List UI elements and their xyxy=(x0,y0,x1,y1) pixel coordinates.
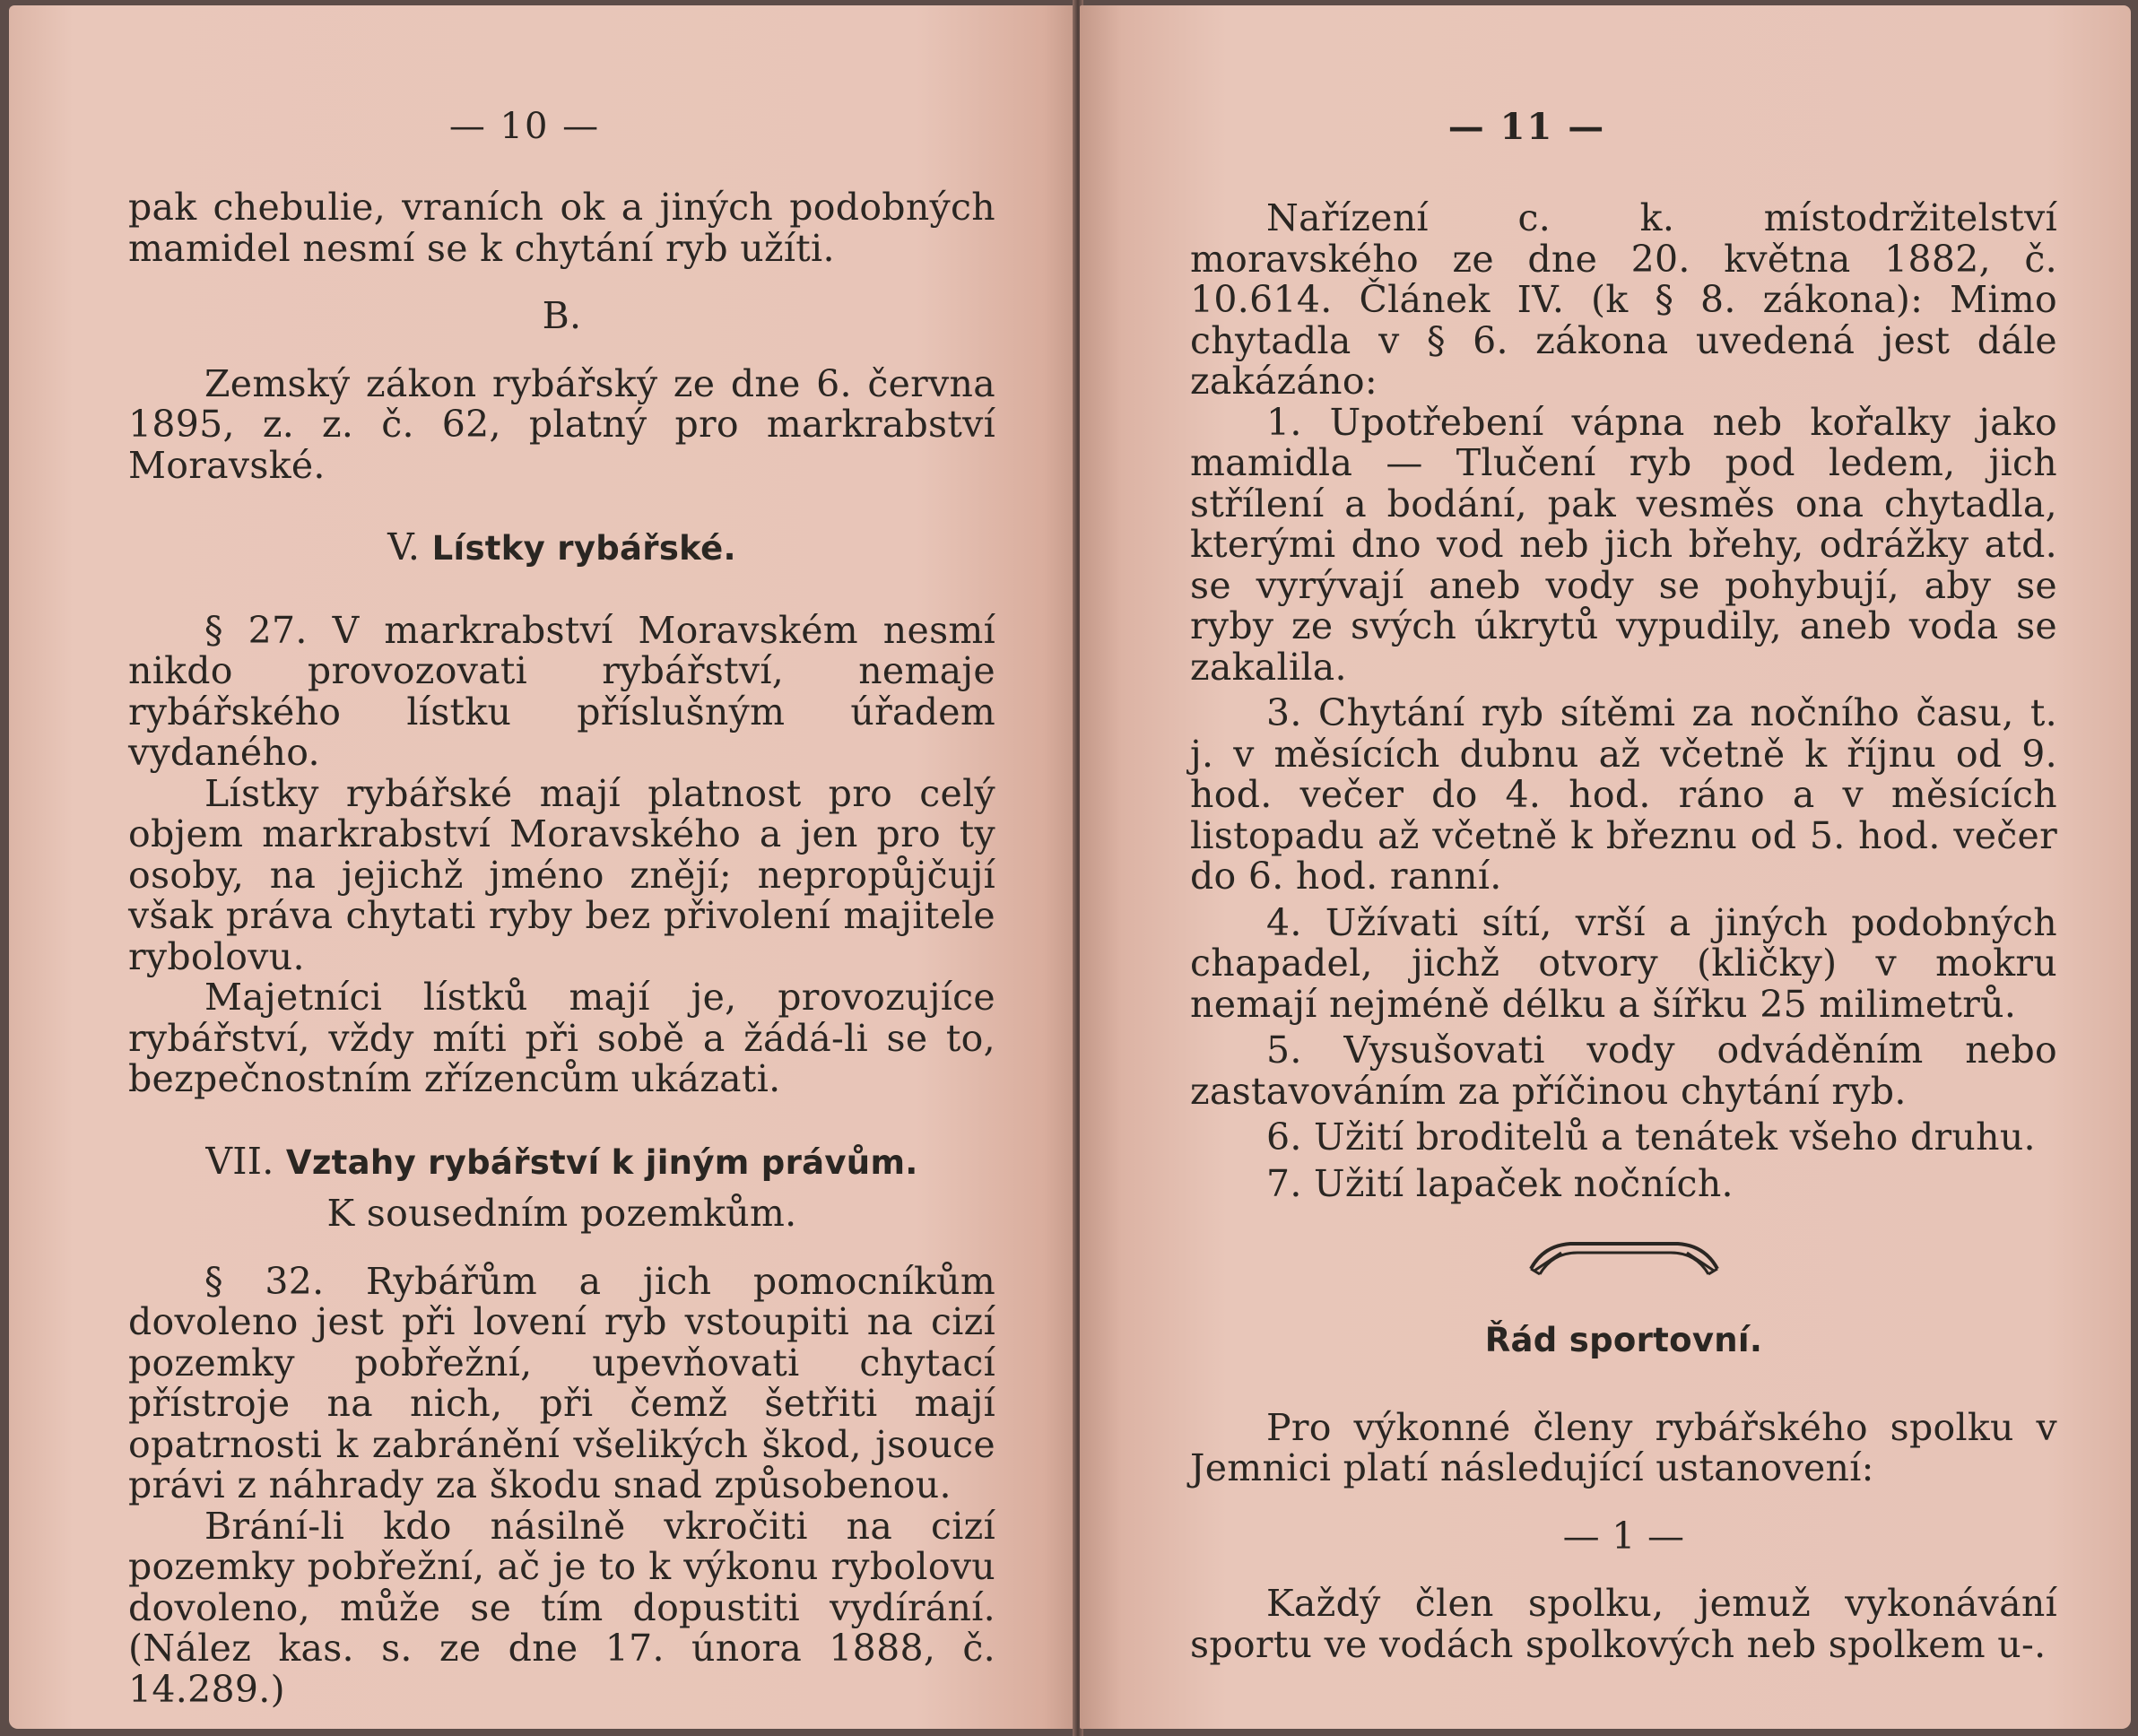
article-text: Každý člen spolku, jemuž vykonávání sportu ve vodách spolkových neb spolkem u-. xyxy=(1190,1582,2057,1666)
chapter-v-number: V. xyxy=(387,525,421,569)
paragraph-27-holders: Majetníci lístků mají je, provozujíce rybářství, vždy míti při sobě a žádá-li se to, bezpečnostním zřízencům ukázati. xyxy=(128,976,995,1100)
decree-intro: Nařízení c. k. místodržitelství moravského ze dne 20. května 1882, č. 10.614. Článek IV. (k § 8. zákona): Mimo chytadla v § 6. zákona uvedená jest dále zakázáno: xyxy=(1190,196,2057,403)
page-number-right: — 11 — xyxy=(1447,106,1606,148)
list-item: 6. Užití broditelů a tenátek všeho druhu. xyxy=(1266,1115,2036,1159)
left-page-text xyxy=(128,187,995,1710)
law-paragraph: Zemský zákon rybářský ze dne 6. června 1895, z. z. č. 62, platný pro markrabství Moravské. xyxy=(128,361,995,487)
paragraph-32-extortion: Brání-li kdo násilně vkročiti na cizí pozemky pobřežní, ač je to k výkonu rybolovu dovoleno, může se tím dopustiti vydírání. (Nález kas. s. ze dne 17. února 1888, č. 14.289.) xyxy=(128,1504,995,1711)
article-number: — 1 — xyxy=(1562,1514,1685,1558)
chapter-vii-title: Vztahy rybářství k jiným právům. xyxy=(285,1142,918,1182)
right-page-text xyxy=(1190,198,2057,1665)
chapter-v-heading xyxy=(128,527,995,569)
right-page xyxy=(1080,5,2131,1729)
paragraph-27-validity: Lístky rybářské mají platnost pro celý objem markrabství Moravského a jen pro ty osoby, na jejichž jméno znějí; nepropůjčují však práva chytati ryby bez přivolení majitele rybolovu. xyxy=(128,771,995,978)
paragraph-32: § 32. Rybářům a jich pomocníkům dovoleno jest při lovení ryb vstoupiti na cizí pozemky pobřežní, upevňovati chytací přístroje na nich, při čemž šetřiti mají opatrnosti k zabránění všelikých škod, jsouce právi z náhrady za škodu snad způsobenou. xyxy=(128,1259,995,1506)
chapter-v-title: Lístky rybářské. xyxy=(431,529,736,568)
section-b-heading: B. xyxy=(542,294,582,337)
paragraph-27: § 27. V markrabství Moravském nesmí nikdo provozovati rybářství, nemaje rybářského lístku příslušným úřadem vydaného. xyxy=(128,608,995,774)
list-item: 1. Upotřebení vápna neb kořalky jako mamidla — Tlučení ryb pod ledem, jich střílení a bodání, pak vesměs ona chytadla, kterými dno vod neb jich břehy, odrážky atd. se vyrývají aneb vody se pohybují, aby se ryby ze svých úkrytů vypudily, aneb voda se zakalila. xyxy=(1190,400,2057,689)
section-title: Řád sportovní. xyxy=(1484,1321,1763,1359)
page-number-left: — 10 — xyxy=(448,106,601,147)
list-item: 4. Užívati sítí, vrší a jiných podobných chapadel, jichž otvory (kličky) v mokru nemají nejméně délku a šířku 25 milimetrů. xyxy=(1190,900,2057,1026)
left-page xyxy=(9,5,1076,1729)
intro-paragraph: pak chebulie, vraních ok a jiných podobných mamidel nesmí se k chytání ryb užíti. xyxy=(128,186,995,270)
subheading-neighbouring-land: K sousedním pozemkům. xyxy=(326,1192,797,1235)
list-item: 5. Vysušovati vody odváděním nebo zastavováním za příčinou chytání ryb. xyxy=(1190,1029,2057,1113)
ornament-divider-icon xyxy=(1525,1233,1723,1287)
chapter-vii-number: VII. xyxy=(205,1139,274,1183)
list-item: 7. Užití lapaček nočních. xyxy=(1266,1161,1734,1205)
chapter-vii-heading xyxy=(128,1141,995,1184)
sport-intro: Pro výkonné členy rybářského spolku v Jemnici platí následující ustanovení: xyxy=(1190,1405,2057,1489)
list-item: 3. Chytání ryb sítěmi za nočního času, t. j. v měsících dubnu až včetně k říjnu od 9. hod. večer do 4. hod. ráno a v měsících listopadu až včetně k březnu od 5. hod. večer do 6. hod. ranní. xyxy=(1190,691,2057,898)
